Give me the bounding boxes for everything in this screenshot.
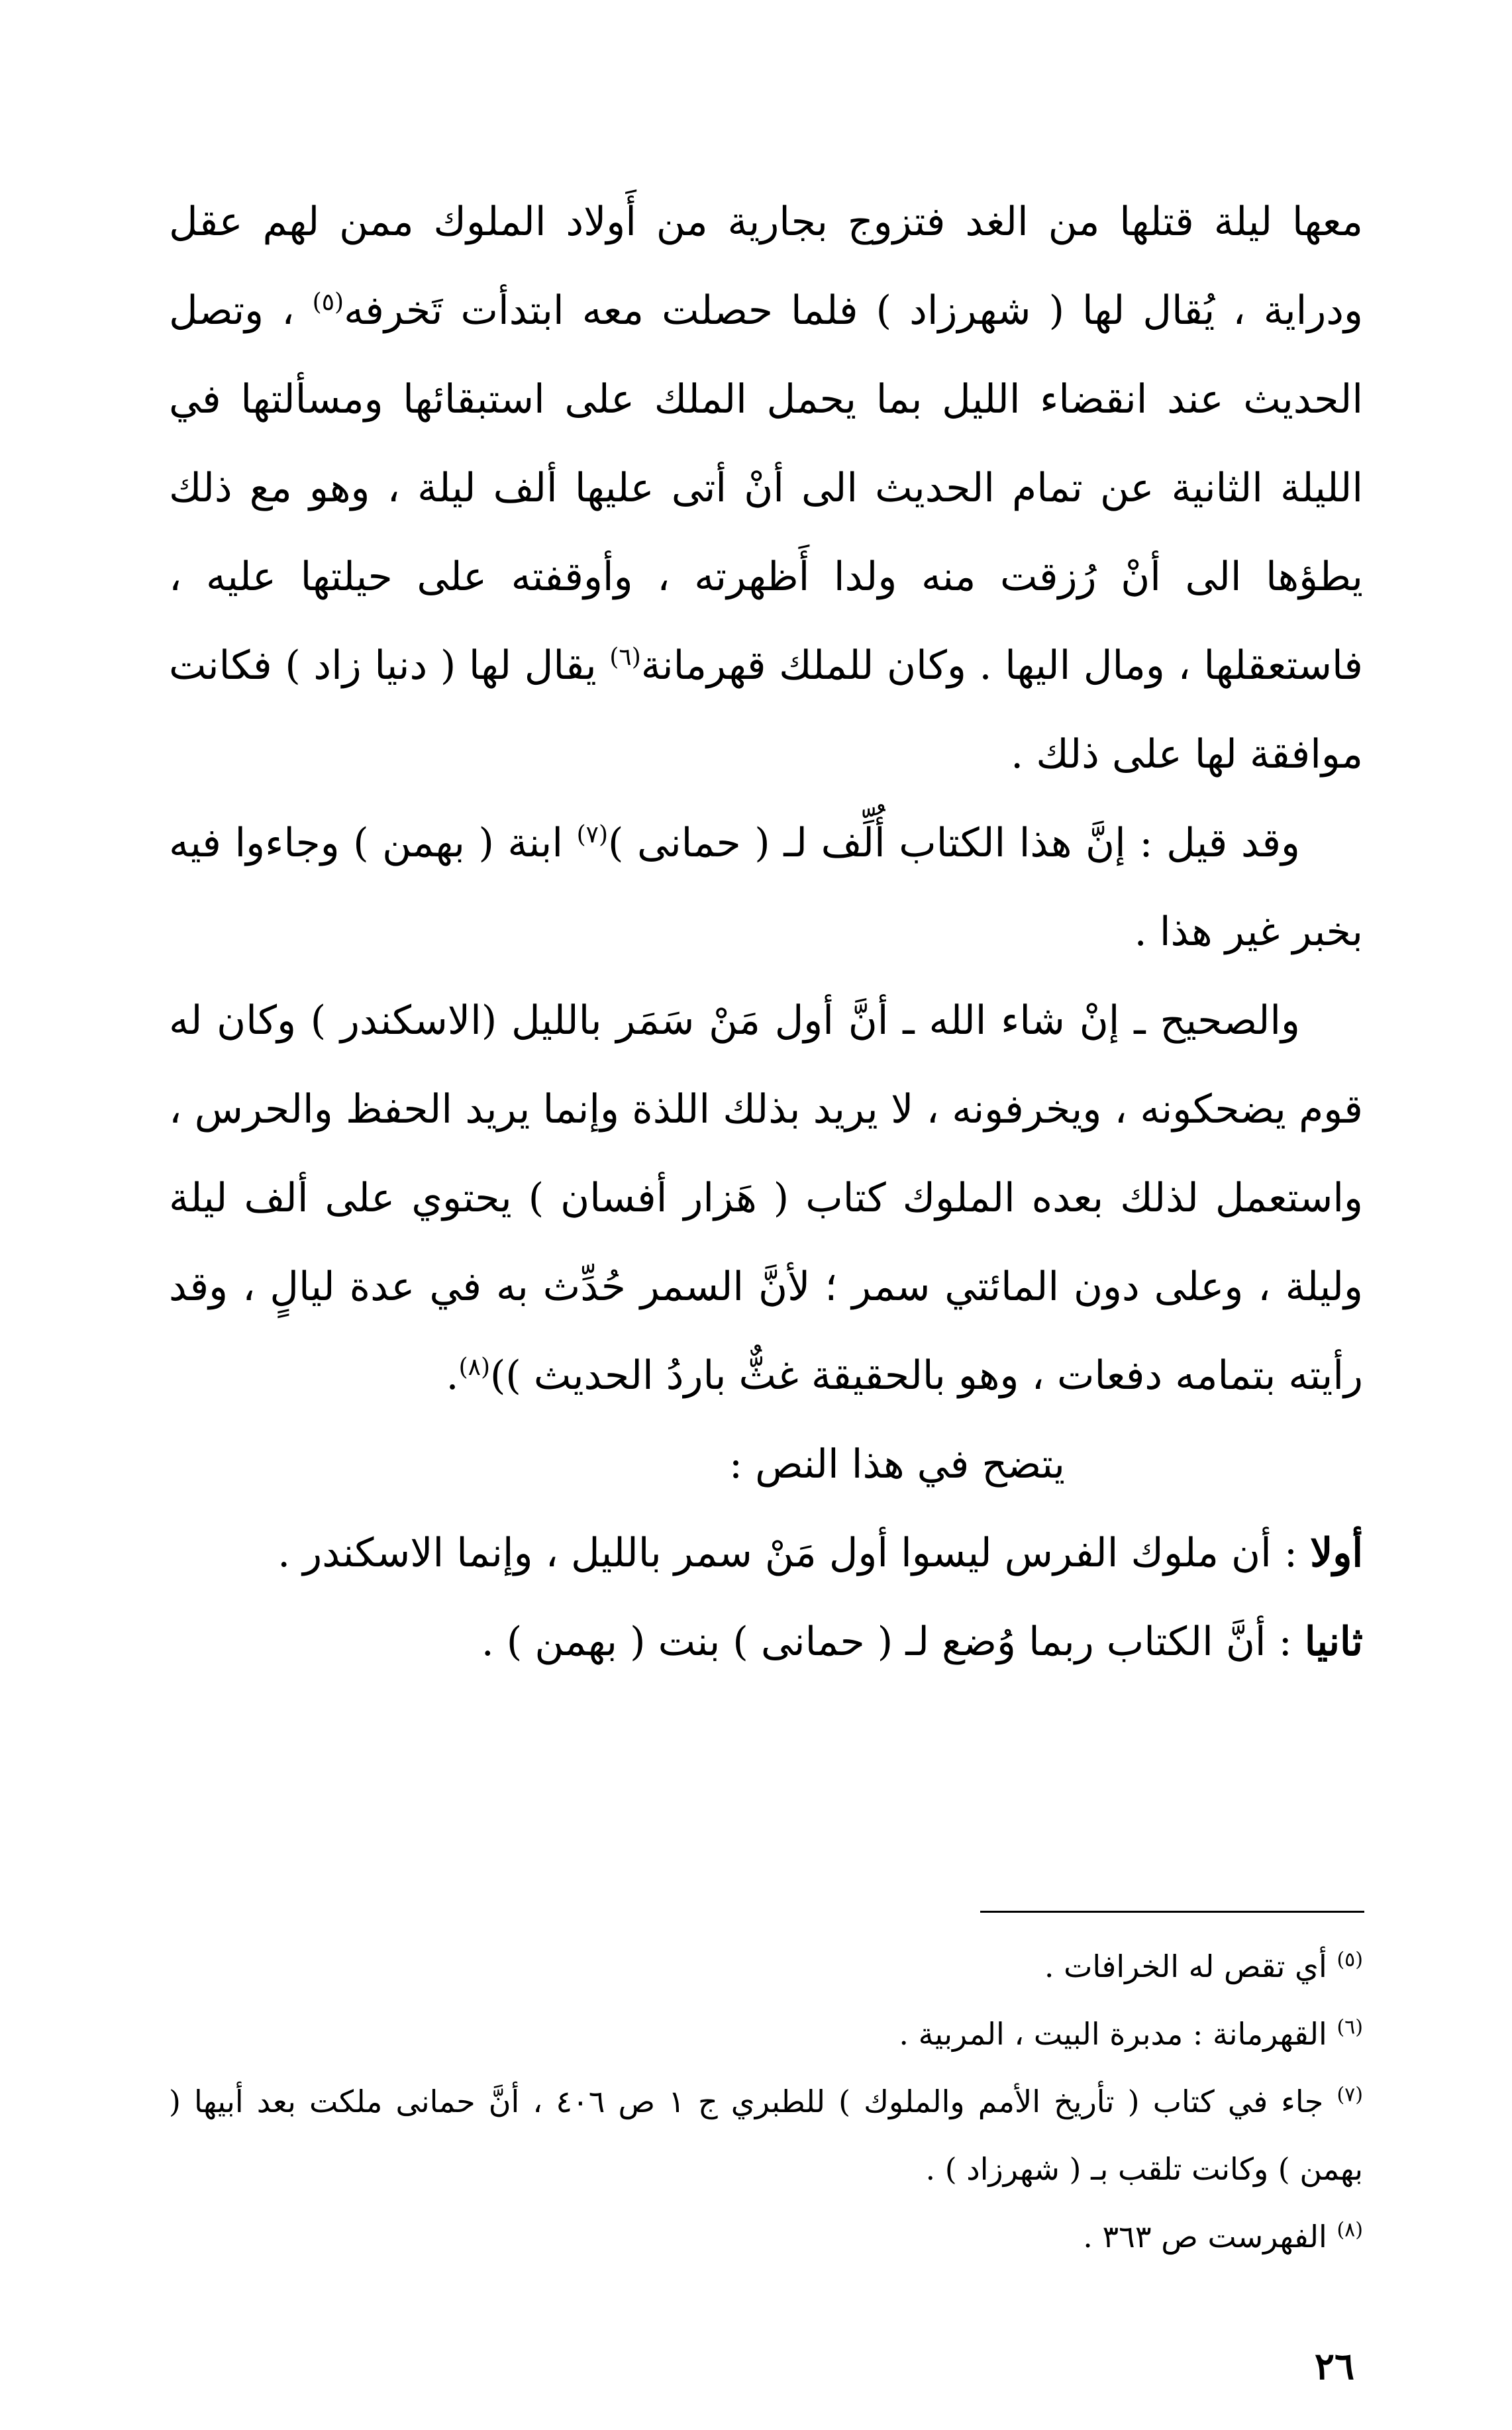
footnote-text: القهرمانة : مدبرة البيت ، المربية . [899, 2016, 1337, 2052]
footnote-divider [980, 1911, 1364, 1913]
footnote-number: (٦) [1336, 2015, 1363, 2039]
footnote-6 [169, 2000, 1363, 2068]
point-second [169, 1597, 1363, 1686]
point-second-text: : أنَّ الكتاب ربما وُضع لـ ( حمانى ) بنت ( بهمن ) . [481, 1619, 1305, 1665]
footnote-text: أي تقص له الخرافات . [1044, 1949, 1337, 1984]
paragraph-2-text-continued: ابنة ( بهمن ) وجاءوا فيه بخبر غير هذا . [169, 820, 1363, 955]
footnote-number: (٧) [1336, 2083, 1363, 2107]
footnote-ref-7[interactable]: (٧) [576, 821, 609, 848]
footnote-5 [169, 1933, 1363, 2000]
footnote-ref-5[interactable]: (٥) [312, 289, 344, 316]
paragraph-1-text-end: يقال لها ( دنيا زاد ) فكانت موافقة لها على ذلك . [169, 642, 1363, 778]
main-text [169, 177, 1363, 1686]
footnotes [169, 1933, 1363, 2270]
footnote-ref-6[interactable]: (٦) [609, 644, 641, 671]
paragraph-1-text-continued: ، وتصل الحديث عند انقضاء الليل بما يحمل الملك على استبقائها ومسألتها في الليلة الثانية عن تمام الحديث الى أنْ أتى عليها ألف ليلة ، وهو مع ذلك يطؤها الى أنْ رُزقت منه ولدا أَظهرته ، وأوقفته على حيلتها عليه ، فاستعقلها ، ومال اليها . وكان للملك قهرمانة [169, 287, 1363, 689]
paragraph-3-text: والصحيح ـ إنْ شاء الله ـ أنَّ أول مَنْ سَمَر بالليل (الاسكندر ) وكان له قوم يضحكونه ، ويخرفونه ، لا يريد بذلك اللذة وإنما يريد الحفظ والحرس ، واستعمل لذلك بعده الملوك كتاب ( هَزار أفسان ) يحتوي على ألف ليلة وليلة ، وعلى دون المائتي سمر ؛ لأنَّ السمر حُدِّث به في عدة ليالٍ ، وقد رأيته بتمامه دفعات ، وهو بالحقيقة غثٌّ باردُ الحديث )) [169, 997, 1363, 1399]
point-second-label: ثانيا [1304, 1619, 1363, 1665]
paragraph-2-text: وقد قيل : إنَّ هذا الكتاب أُلِّف لـ ( حمانى ) [608, 820, 1300, 866]
footnote-7 [169, 2068, 1363, 2203]
paragraph-1 [169, 177, 1363, 799]
paragraph-4: يتضح في هذا النص : [729, 1441, 1065, 1488]
footnote-text: الفهرست ص ٣٦٣ . [1083, 2219, 1337, 2254]
page-number: ٢٦ [1314, 2345, 1355, 2388]
point-first-text: : أن ملوك الفرس ليسوا أول مَنْ سمر بالليل ، وإنما الاسكندر . [277, 1530, 1311, 1576]
footnote-number: (٥) [1336, 1948, 1363, 1972]
point-first [169, 1509, 1363, 1597]
footnote-text: جاء في كتاب ( تأريخ الأمم والملوك ) للطبري ج ١ ص ٤٠٦ ، أنَّ حمانى ملكت بعد أبيها ( بهمن ) وكانت تلقب بـ ( شهرزاد ) . [169, 2084, 1363, 2187]
footnote-8 [169, 2203, 1363, 2270]
paragraph-2 [169, 799, 1363, 976]
paragraph-3-text-end: . [446, 1352, 459, 1399]
paragraph-1-text: معها ليلة قتلها من الغد فتزوج بجارية من أَولاد الملوك ممن لهم عقل ودراية ، يُقال لها ( شهرزاد ) فلما حصلت معه ابتدأت تَخرفه [169, 199, 1363, 334]
footnote-ref-8[interactable]: (٨) [458, 1354, 491, 1381]
footnote-number: (٨) [1336, 2218, 1363, 2242]
point-first-label: أولا [1310, 1530, 1363, 1576]
paragraph-3 [169, 976, 1363, 1420]
